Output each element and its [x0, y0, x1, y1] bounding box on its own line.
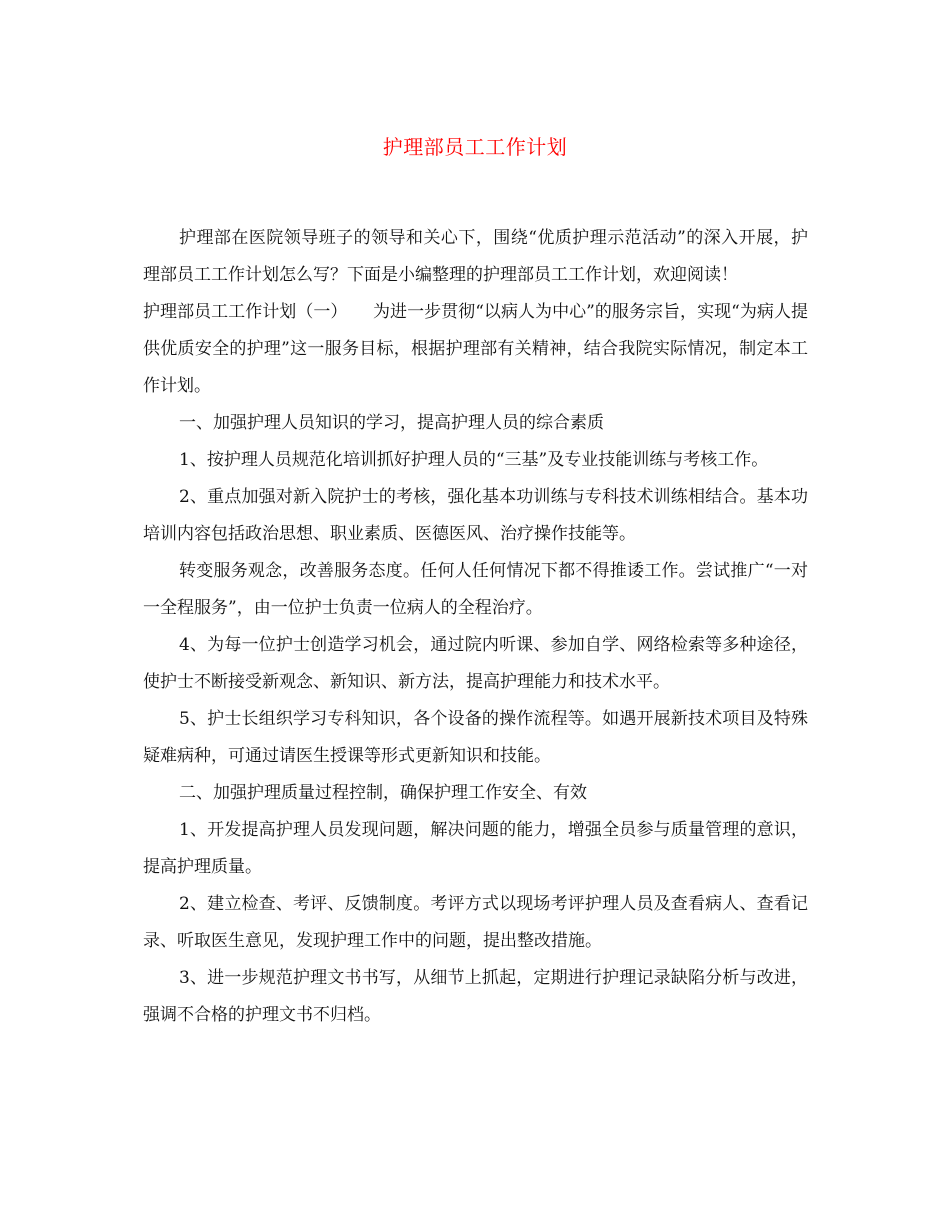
section-1-item-3: 转变服务观念，改善服务态度。任何人任何情况下都不得推诿工作。尝试推广“一对一全程服务”，由一位护士负责一位病人的全程治疗。 [143, 561, 808, 618]
plan-one-paragraph: 护理部员工工作计划（一） 为进一步贯彻“以病人为中心”的服务宗旨，实现“为病人提供优质安全的护理”这一服务目标，根据护理部有关精神，结合我院实际情况，制定本工作计划。 [143, 302, 808, 396]
section-2-item-1: 1、开发提高护理人员发现问题，解决问题的能力，增强全员参与质量管理的意识，提高护理质量。 [143, 820, 808, 877]
section-1-item-1: 1、按护理人员规范化培训抓好护理人员的“三基”及专业技能训练与考核工作。 [179, 450, 769, 470]
intro-paragraph: 护理部在医院领导班子的领导和关心下，围绕“优质护理示范活动”的深入开展，护理部员工工作计划怎么写？下面是小编整理的护理部员工工作计划，欢迎阅读！ [143, 228, 808, 285]
section-heading-2: 二、加强护理质量过程控制，确保护理工作安全、有效 [179, 783, 587, 803]
section-heading-1: 一、加强护理人员知识的学习，提高护理人员的综合素质 [179, 413, 604, 433]
section-2-item-3: 3、进一步规范护理文书书写，从细节上抓起，定期进行护理记录缺陷分析与改进，强调不合格的护理文书不归档。 [143, 968, 808, 1025]
document-body [143, 220, 808, 1034]
section-1-item-4: 4、为每一位护士创造学习机会，通过院内听课、参加自学、网络检索等多种途径，使护士不断接受新观念、新知识、新方法，提高护理能力和技术水平。 [143, 635, 808, 692]
section-1-item-2: 2、重点加强对新入院护士的考核，强化基本功训练与专科技术训练相结合。基本功培训内容包括政治思想、职业素质、医德医风、治疗操作技能等。 [143, 487, 808, 544]
section-2-item-2: 2、建立检查、考评、反馈制度。考评方式以现场考评护理人员及查看病人、查看记录、听取医生意见，发现护理工作中的问题，提出整改措施。 [143, 894, 808, 951]
section-1-item-5: 5、护士长组织学习专科知识，各个设备的操作流程等。如遇开展新技术项目及特殊疑难病种，可通过请医生授课等形式更新知识和技能。 [143, 709, 808, 766]
document-title: 护理部员工工作计划 [382, 135, 568, 159]
